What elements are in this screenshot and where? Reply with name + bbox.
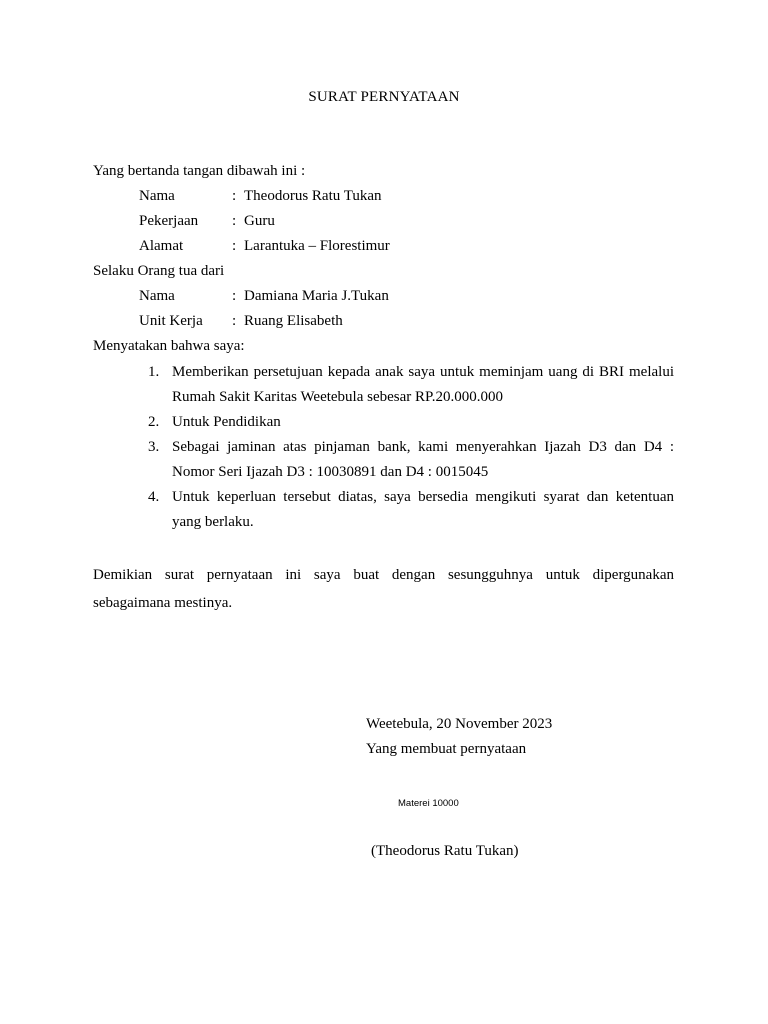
closing-paragraph: Demikian surat pernyataan ini saya buat dengan sesungguhnya untuk dipergunakan sebagaimana mestinya. (93, 567, 674, 611)
field-value: Theodorus Ratu Tukan (244, 188, 382, 204)
list-item-number: 2. (148, 414, 160, 430)
list-item-number: 4. (148, 489, 160, 505)
signer-address-field: Alamat : Larantuka – Florestimur (139, 234, 390, 259)
list-item-text: Untuk Pendidikan (172, 414, 281, 430)
statement-intro: Menyatakan bahwa saya: (93, 338, 245, 354)
child-unit-field: Unit Kerja : Ruang Elisabeth (139, 309, 343, 334)
field-label: Nama (139, 288, 175, 304)
field-label: Unit Kerja (139, 313, 203, 329)
list-item-text: Untuk keperluan tersebut diatas, saya bersedia mengikuti syarat dan ketentuan yang berlaku. (172, 489, 674, 530)
signer-job-field: Pekerjaan : Guru (139, 209, 275, 234)
field-value: Guru (244, 213, 275, 229)
list-item-text: Sebagai jaminan atas pinjaman bank, kami menyerahkan Ijazah D3 dan D4 : Nomor Seri Ijazah D3 : 10030891 dan D4 : 0015045 (172, 439, 674, 480)
document-title: SURAT PERNYATAAN (308, 89, 460, 105)
list-item (140, 435, 674, 485)
field-label: Pekerjaan (139, 213, 199, 229)
list-item-number: 3. (148, 439, 160, 455)
list-item (140, 410, 674, 435)
stamp-note: Materei 10000 (398, 798, 459, 809)
child-name-field: Nama : Damiana Maria J.Tukan (139, 284, 389, 309)
parent-of-text: Selaku Orang tua dari (93, 263, 225, 279)
intro-text: Yang bertanda tangan dibawah ini : (93, 163, 306, 179)
place-date: Weetebula, 20 November 2023 (366, 716, 553, 732)
list-item-number: 1. (148, 364, 160, 380)
statement-list (140, 360, 674, 535)
field-value: Damiana Maria J.Tukan (244, 288, 389, 304)
field-value: Larantuka – Florestimur (244, 238, 390, 254)
field-label: Nama (139, 188, 175, 204)
list-item-text: Memberikan persetujuan kepada anak saya untuk meminjam uang di BRI melalui Rumah Sakit Karitas Weetebula sebesar RP.20.000.000 (172, 364, 674, 405)
signer-name-field: Nama : Theodorus Ratu Tukan (139, 184, 382, 209)
list-item (140, 485, 674, 535)
list-item (140, 360, 674, 410)
signer-role: Yang membuat pernyataan (366, 741, 527, 757)
field-value: Ruang Elisabeth (244, 313, 343, 329)
field-label: Alamat (139, 238, 184, 254)
signer-name: (Theodorus Ratu Tukan) (371, 843, 519, 859)
